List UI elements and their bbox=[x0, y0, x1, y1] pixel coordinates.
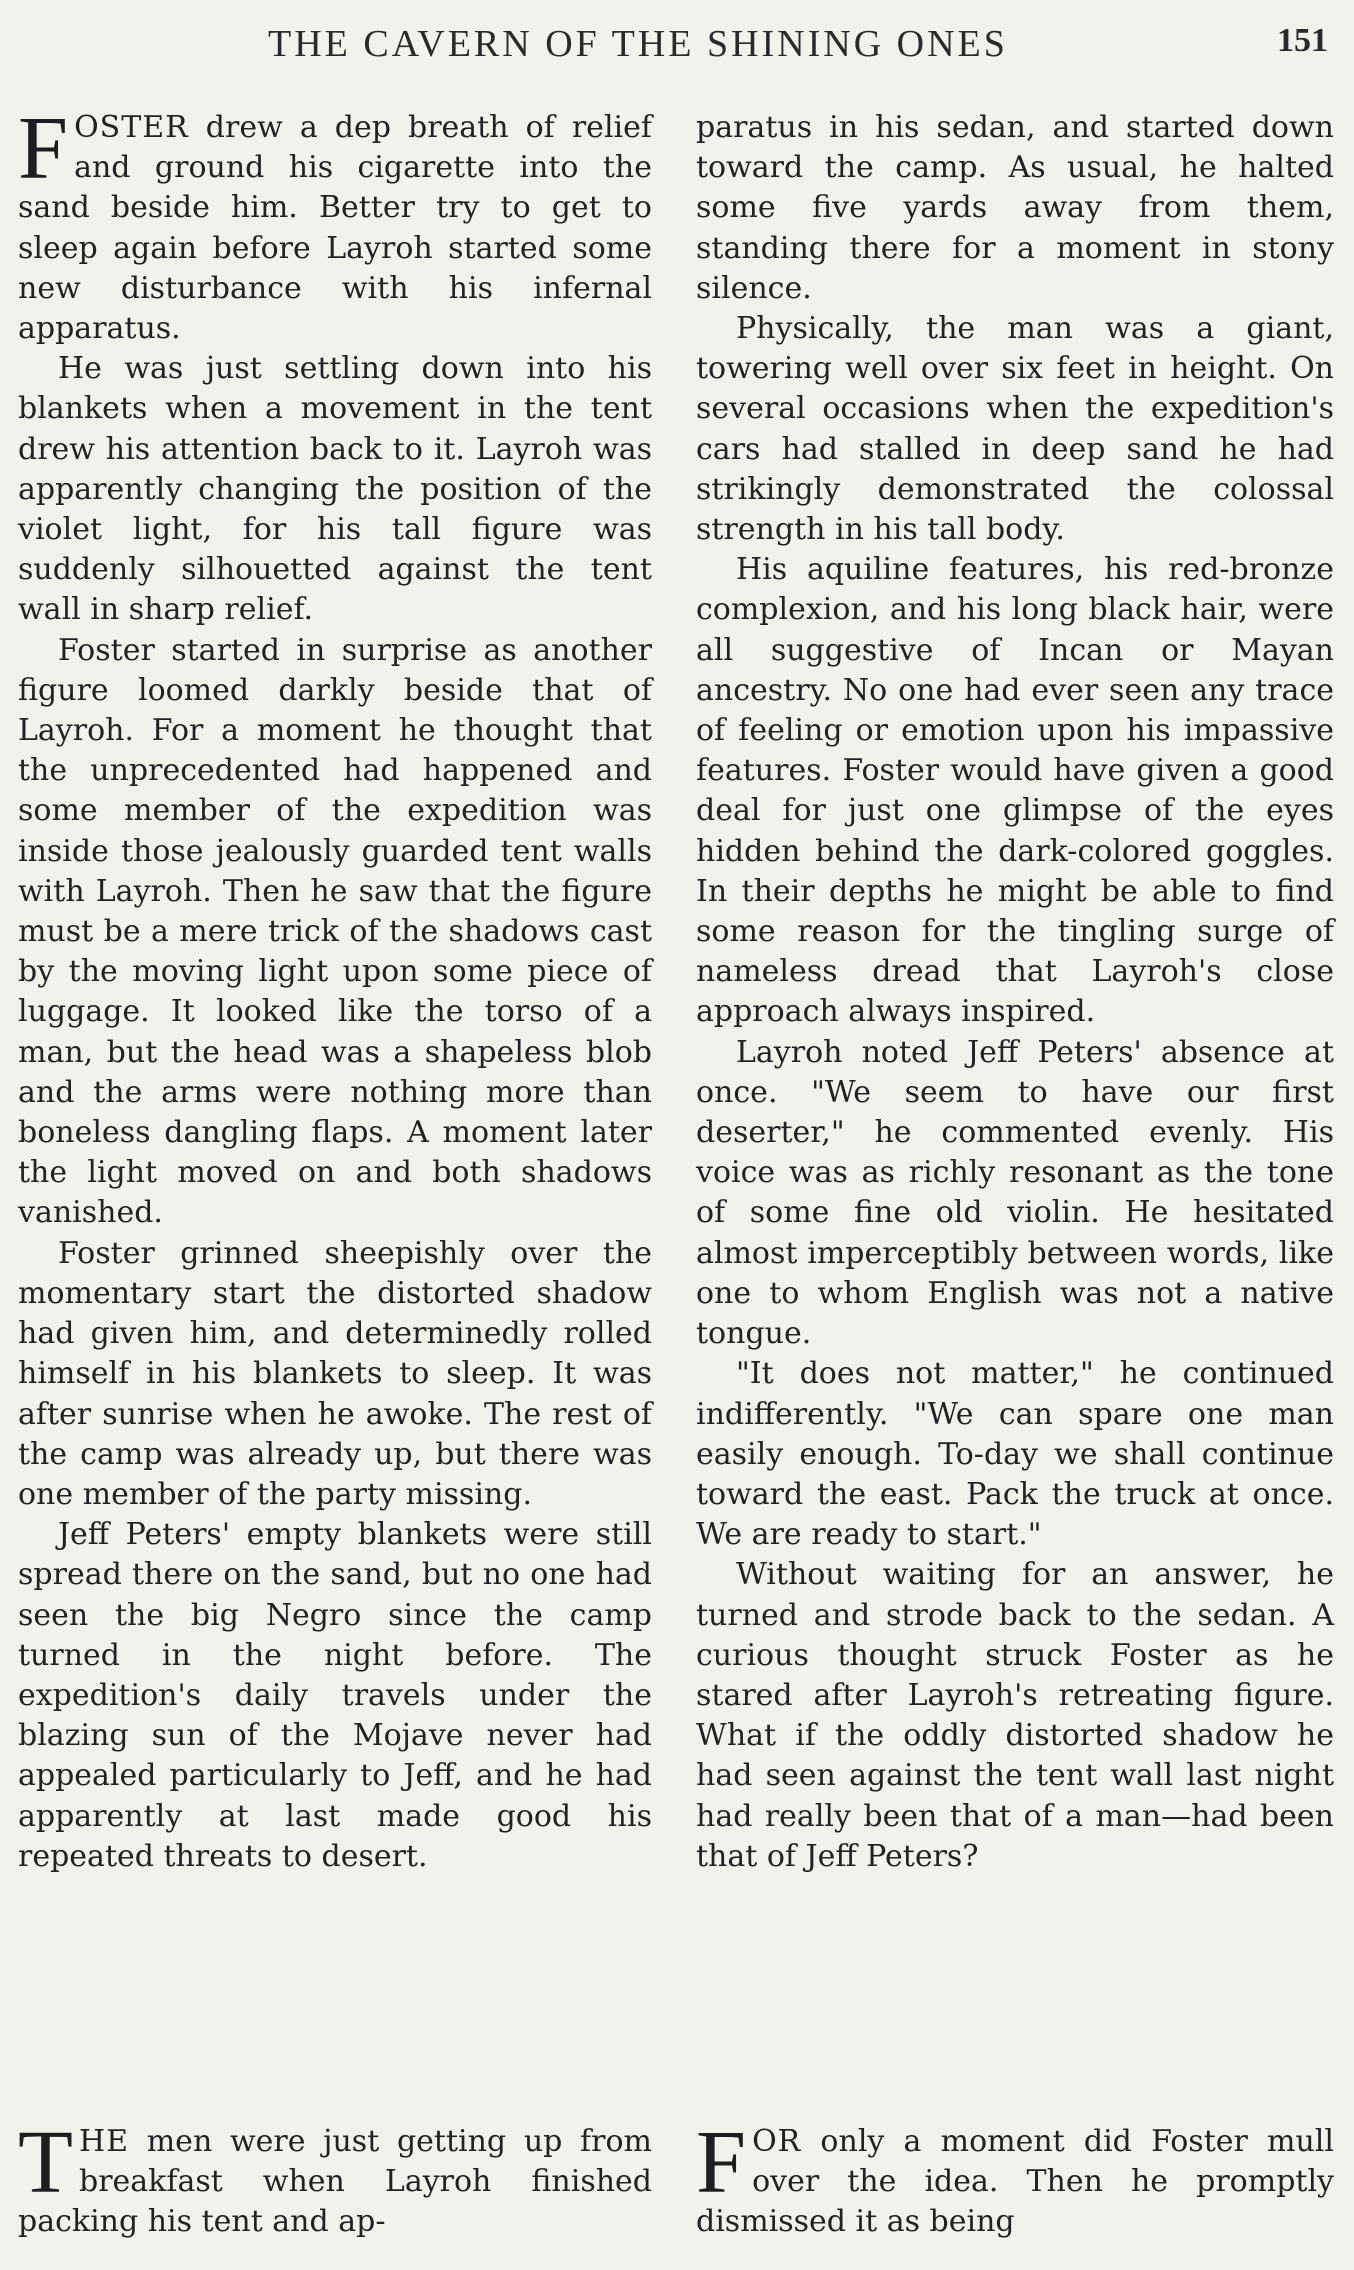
paragraph: "It does not matter," he continued indifferently. "We can spare one man easily enough. To-day we shall continue toward the east. Pack the truck at once. We are ready to start." bbox=[696, 1356, 1334, 1553]
drop-cap: F bbox=[18, 99, 69, 198]
left-column-section-start bbox=[18, 2113, 652, 2243]
drop-cap: T bbox=[18, 2113, 73, 2212]
drop-cap: F bbox=[696, 2113, 747, 2212]
paragraph: paratus in his sedan, and started down toward the camp. As usual, he halted some five yards away from them, standing there for a moment in stony silence. bbox=[696, 110, 1334, 306]
paragraph: Foster started in surprise as another figure loomed darkly beside that of Layroh. For a moment he thought that the unprecedented had happened and some member of the expedition was inside those jealously guarded tent walls with Layroh. Then he saw that the figure must be a mere trick of the shadows cast by the moving light upon some piece of luggage. It looked like the torso of a man, but the head was a shapeless blob and the arms were nothing more than boneless dangling flaps. A moment later the light moved on and both shadows vanished. bbox=[18, 632, 652, 1231]
paragraph: Layroh noted Jeff Peters' absence at once. "We seem to have our first deserter," he commented evenly. His voice was as richly resonant as the tone of some fine old violin. He hesitated almost imperceptibly between words, like one to whom English was not a native tongue. bbox=[696, 1034, 1334, 1352]
small-caps-lead: OR bbox=[752, 2124, 802, 2159]
small-caps-lead: OSTER bbox=[74, 110, 189, 145]
page-number: 151 bbox=[1277, 22, 1328, 59]
paragraph: He was just settling down into his blankets when a movement in the tent drew his attention back to it. Layroh was apparently changing the position of the violet light, for his tall figure was suddenly silhouetted against the tent wall in sharp relief. bbox=[18, 351, 652, 628]
paragraph: Foster grinned sheepishly over the momentary start the distorted shadow had given him, and determinedly rolled himself in his blankets to sleep. It was after sunrise when he awoke. The rest of the camp was already up, but there was one member of the party missing. bbox=[18, 1235, 652, 1512]
paragraph-text: only a moment did Foster mull over the idea. Then he promptly dismissed it as being bbox=[696, 2124, 1334, 2240]
paragraph: Physically, the man was a giant, towering well over six feet in height. On several occasions when the expedition's cars had stalled in deep sand he had strikingly demonstrated the colossal strength in his tall body. bbox=[696, 311, 1334, 548]
paragraph bbox=[18, 2113, 652, 2243]
paragraph bbox=[18, 99, 652, 349]
paragraph: Without waiting for an answer, he turned and strode back to the sedan. A curious thought struck Foster as he stared after Layroh's retreating figure. What if the oddly distorted shadow he had seen against the tent wall last night had really been that of a man—had been that of Jeff Peters? bbox=[696, 1557, 1334, 1874]
paragraph bbox=[696, 2113, 1334, 2243]
right-column bbox=[696, 108, 1334, 1877]
right-column-section-start bbox=[696, 2113, 1334, 2243]
page-title: THE CAVERN OF THE SHINING ONES bbox=[268, 23, 1008, 65]
paragraph: His aquiline features, his red-bronze complexion, and his long black hair, were all suggestive of Incan or Mayan ancestry. No one had ever seen any trace of feeling or emotion upon his impassive features. Foster would have given a good deal for just one glimpse of the eyes hidden behind the dark-colored goggles. In their depths he might be able to find some reason for the tingling surge of nameless dread that Layroh's close approach always inspired. bbox=[696, 552, 1334, 1030]
paragraph-text: drew a dep breath of relief and ground his cigarette into the sand beside him. Better try to get to sleep again before Layroh started some new disturbance with his infernal apparatus. bbox=[18, 110, 652, 347]
running-header bbox=[0, 18, 1354, 78]
paragraph-text: men were just getting up from breakfast when Layroh finished packing his tent and ap- bbox=[18, 2124, 652, 2240]
small-caps-lead: HE bbox=[78, 2124, 130, 2159]
paragraph: Jeff Peters' empty blankets were still spread there on the sand, but no one had seen the big Negro since the camp turned in the night before. The expedition's daily travels under the blazing sun of the Mojave never had appealed particularly to Jeff, and he had apparently at last made good his repeated threats to desert. bbox=[18, 1517, 652, 1874]
left-column bbox=[18, 99, 652, 1877]
